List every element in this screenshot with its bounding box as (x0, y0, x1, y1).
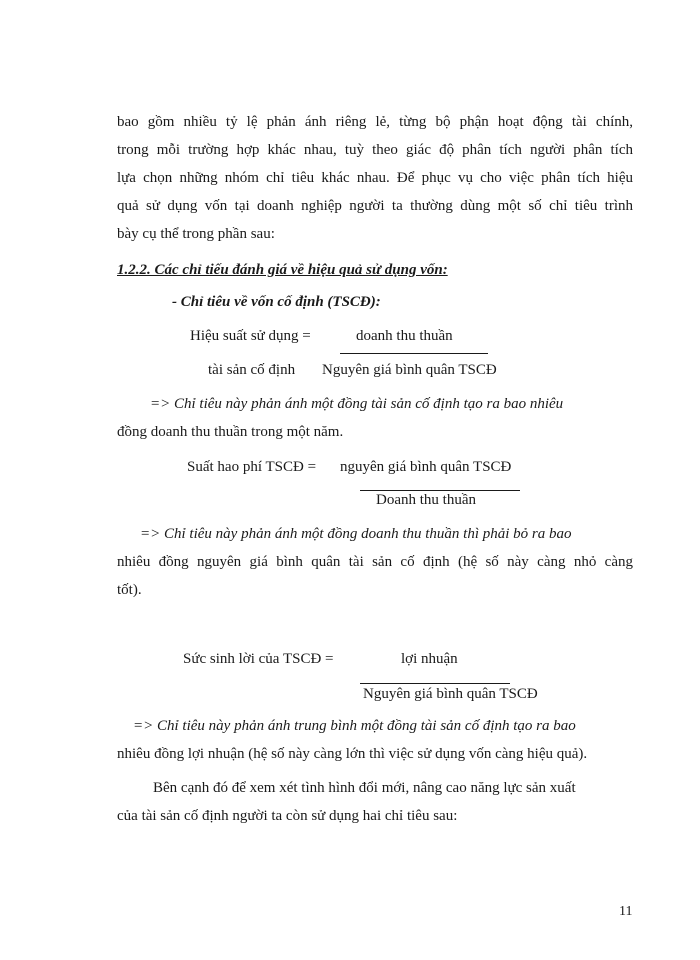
formula-3-fraction-bar (360, 683, 510, 684)
formula-3-denominator: Nguyên giá bình quân TSCĐ (363, 686, 538, 702)
explain-2-line-2: nhiêu đồng nguyên giá bình quân tài sản cố định (hệ số này càng nhỏ càng (117, 554, 633, 570)
last-paragraph-line-1: Bên cạnh đó để xem xét tình hình đổi mới, nâng cao năng lực sản xuất (153, 780, 576, 796)
formula-2-fraction-bar (360, 490, 520, 491)
formula-1-numerator: doanh thu thuần (356, 328, 453, 344)
formula-3-lhs: Sức sinh lời của TSCĐ = (183, 651, 334, 667)
formula-1-lhs-line-1: Hiệu suất sử dụng = (190, 328, 311, 344)
formula-2-numerator: nguyên giá bình quân TSCĐ (340, 459, 512, 475)
paragraph-1-line-3: lựa chọn những nhóm chỉ tiêu khác nhau. Để phục vụ cho việc phân tích hiệu (117, 170, 633, 186)
formula-2-denominator: Doanh thu thuần (376, 492, 476, 508)
section-heading: 1.2.2. Các chỉ tiếu đánh giá về hiệu quả sử dụng vốn: (117, 262, 448, 278)
subheading-fixed-assets: - Chỉ tiêu về vốn cố định (TSCĐ): (172, 294, 381, 310)
formula-1-lhs-line-2: tài sản cố định (208, 362, 296, 378)
explain-3-line-2: nhiêu đồng lợi nhuận (hệ số này càng lớn thì việc sử dụng vốn càng hiệu quả). (117, 746, 588, 762)
paragraph-1-line-2: trong mỗi trường hợp khác nhau, tuỳ theo giác độ phân tích người phân tích (117, 142, 633, 158)
formula-1-fraction-bar (340, 353, 488, 354)
formula-3-numerator: lợi nhuận (401, 651, 458, 667)
paragraph-1-line-5: bày cụ thể trong phần sau: (117, 226, 275, 242)
last-paragraph-line-2: của tài sản cố định người ta còn sử dụng hai chỉ tiêu sau: (117, 808, 458, 824)
page-number: 11 (619, 904, 633, 919)
explain-2-line-1: => Chỉ tiêu này phản ánh một đồng doanh thu thuần thì phải bỏ ra bao (140, 526, 572, 542)
formula-2-lhs: Suất hao phí TSCĐ = (187, 459, 317, 475)
explain-1-line-1: => Chỉ tiêu này phản ánh một đồng tài sản cố định tạo ra bao nhiêu (150, 396, 564, 412)
explain-1-line-2: đồng doanh thu thuần trong một năm. (117, 424, 344, 440)
formula-1-denominator: Nguyên giá bình quân TSCĐ (322, 362, 497, 378)
explain-2-line-3: tốt). (117, 582, 142, 598)
explain-3-line-1: => Chỉ tiêu này phản ánh trung bình một đồng tài sản cố định tạo ra bao (133, 718, 576, 734)
paragraph-1-line-4: quả sử dụng vốn tại doanh nghiệp người ta thường dùng một số chỉ tiêu trình (117, 198, 633, 214)
paragraph-1-line-1: bao gồm nhiều tỷ lệ phản ánh riêng lẻ, từng bộ phận hoạt động tài chính, (117, 114, 633, 130)
